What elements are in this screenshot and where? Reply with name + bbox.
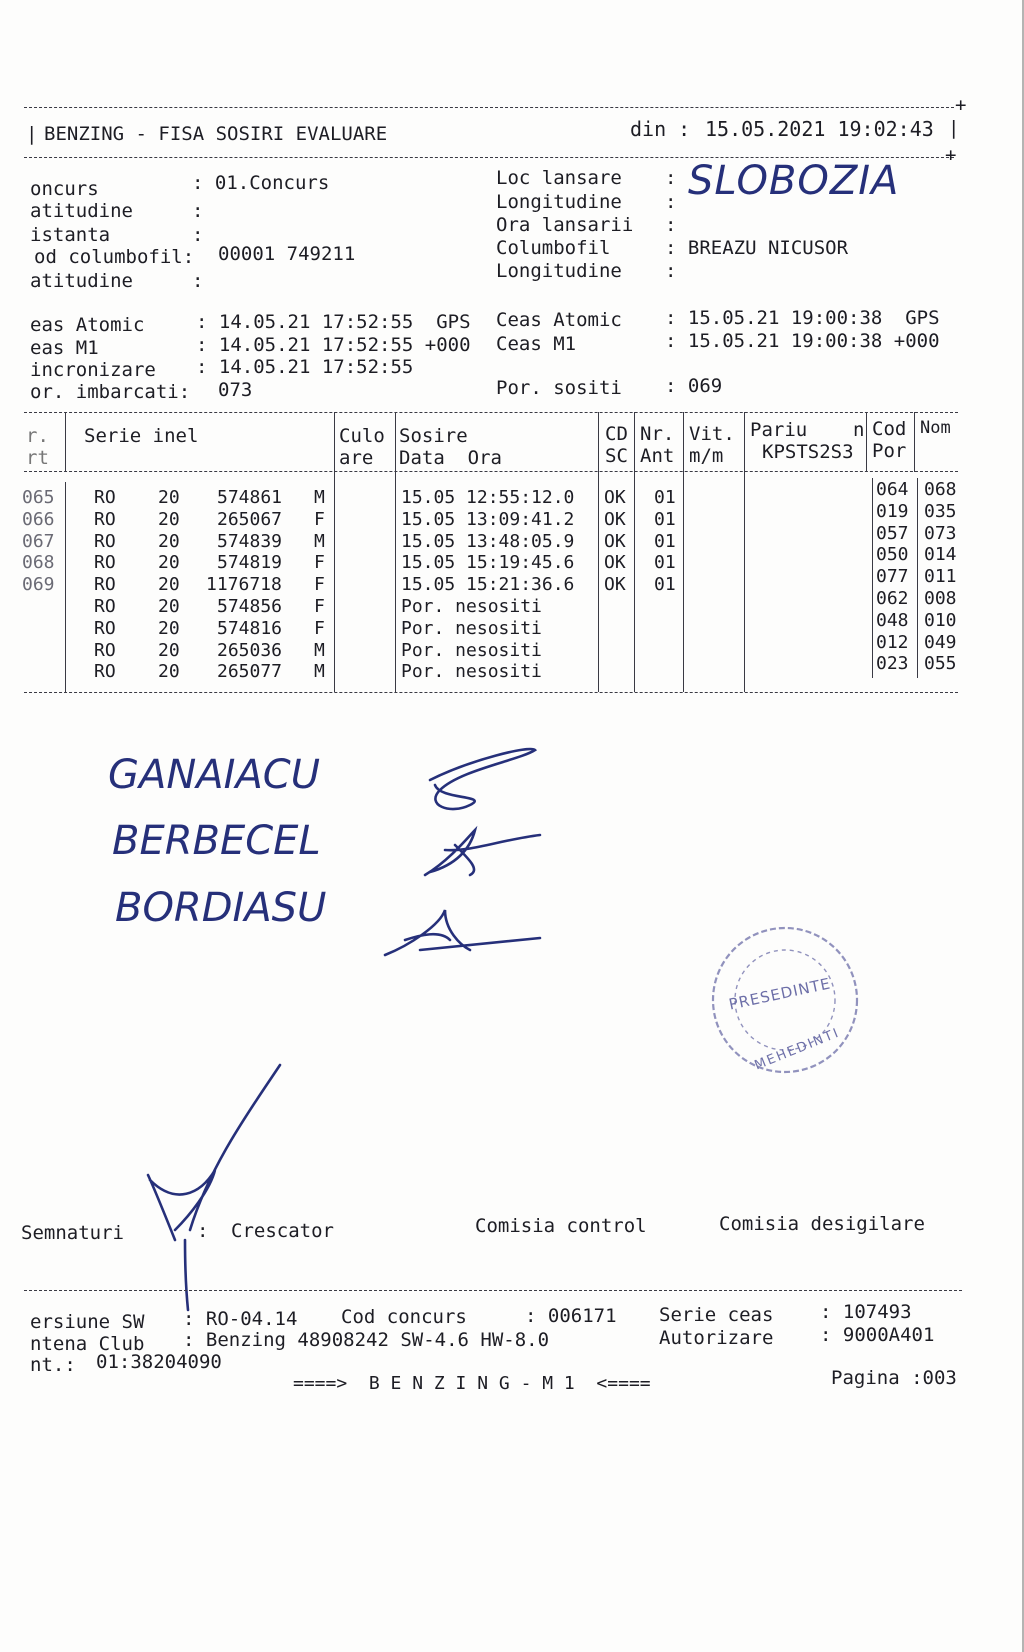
cell-ant: 01 — [654, 574, 676, 596]
cell-inel: 265067 — [217, 508, 283, 530]
handwritten-name: GANAIACU — [108, 752, 321, 798]
cell-inel: 574816 — [217, 617, 283, 639]
handwritten-loc-lansare: SLOBOZIA — [688, 158, 900, 204]
cell-sex: F — [314, 508, 325, 530]
cell-nom: 068 — [924, 479, 957, 500]
antena-label: ntena Club — [30, 1333, 145, 1355]
cell-cod: 019 — [876, 500, 909, 522]
cell-cod: 012 — [876, 631, 909, 653]
cell-tara: RO — [94, 617, 116, 639]
cell-an: 20 — [158, 661, 180, 683]
cell-sosire: 15.05 15:19:45.6 — [401, 552, 575, 574]
cell-nom: 073 — [924, 522, 957, 544]
cell-sex: M — [314, 661, 325, 683]
info-label: Loc lansare — [496, 167, 622, 189]
cell-tara: RO — [94, 661, 116, 683]
header-bar: | — [26, 123, 38, 145]
clock-label: or. imbarcati: — [30, 381, 191, 403]
info-value: : — [665, 260, 677, 282]
info-label: istanta — [30, 224, 111, 246]
comisia-control-label: Comisia control — [475, 1215, 647, 1237]
cell-nr: 068 — [22, 552, 55, 574]
cell-an: 20 — [158, 487, 180, 508]
cell-tara: RO — [94, 487, 116, 508]
col-header-sosire: Sosire — [399, 425, 468, 447]
info-label: Ora lansarii — [496, 214, 634, 236]
cell-an: 20 — [158, 552, 180, 574]
cell-tara: RO — [94, 530, 116, 552]
cell-tara: RO — [94, 574, 116, 596]
versiune-label: ersiune SW — [30, 1311, 145, 1333]
cod-concurs-label: Cod concurs — [341, 1306, 467, 1328]
cell-sosire: Por. nesositi — [401, 661, 542, 683]
cell-nom: 014 — [924, 544, 957, 566]
cell-an: 20 — [158, 596, 180, 617]
cell-an: 20 — [158, 639, 180, 661]
stamp-text-center: PRESEDINTE — [727, 974, 833, 1014]
col-header-pariu: KPSTS2S3 — [762, 441, 854, 463]
info-value: : — [665, 167, 677, 189]
clock-label: Ceas Atomic — [496, 309, 622, 331]
cell-nom: 008 — [924, 588, 957, 609]
versiune-value: : RO-04.14 — [183, 1308, 298, 1330]
cell-cd: OK — [604, 508, 626, 530]
cell-tara: RO — [94, 508, 116, 530]
cell-tara: RO — [94, 552, 116, 574]
cell-nom: 049 — [924, 631, 957, 653]
cell-an: 20 — [158, 617, 180, 639]
cell-sex: F — [314, 596, 325, 617]
handwritten-name: BORDIASU — [115, 885, 327, 931]
cell-cod: 048 — [876, 609, 909, 631]
cell-sex: M — [314, 487, 325, 508]
col-header-viteza: m/m — [689, 445, 724, 467]
cell-sex: F — [314, 574, 325, 596]
cell-inel: 265077 — [217, 661, 283, 683]
col-header-cod: Cod — [872, 418, 907, 440]
cell-cod: 057 — [876, 522, 909, 544]
cell-ant: 01 — [654, 530, 676, 552]
cell-cod: 023 — [876, 653, 909, 675]
autorizare-value: : 9000A401 — [820, 1324, 935, 1346]
col-header-cd: CD — [605, 423, 628, 445]
info-value: : — [665, 191, 677, 213]
col-header-cd: SC — [605, 445, 628, 467]
clock-value: : 069 — [665, 375, 723, 397]
ant-value: 01:38204090 — [96, 1351, 222, 1373]
handwritten-name: BERBECEL — [112, 818, 321, 864]
cell-an: 20 — [158, 574, 180, 596]
cell-inel: 1176718 — [206, 574, 282, 596]
clock-label: eas M1 — [30, 337, 99, 359]
col-header-nr-ant: Ant — [640, 445, 675, 467]
semnaturi-sep: : — [197, 1220, 209, 1242]
serie-ceas-label: Serie ceas — [659, 1304, 774, 1326]
cell-sosire: Por. nesositi — [401, 617, 542, 639]
cell-nr: 066 — [22, 508, 55, 530]
page-number: Pagina :003 — [831, 1367, 957, 1389]
cell-sex: M — [314, 639, 325, 661]
cell-cd: OK — [604, 574, 626, 596]
cell-nr: 067 — [22, 530, 55, 552]
info-value: : — [665, 214, 677, 236]
antena-value: : Benzing 48908242 SW-4.6 HW-8.0 — [183, 1329, 550, 1351]
header-bar-right: | — [948, 117, 960, 139]
cell-nom: 010 — [924, 609, 957, 631]
info-value: : — [192, 270, 204, 292]
cell-an: 20 — [158, 530, 180, 552]
semnaturi-label: Semnaturi — [21, 1222, 124, 1244]
col-header-cod: Por — [872, 440, 907, 462]
col-header-sosire: Data Ora — [399, 447, 502, 469]
report-title: BENZING - FISA SOSIRI EVALUARE — [44, 123, 388, 145]
cod-concurs-value: : 006171 — [525, 1305, 617, 1327]
date-value: 15.05.2021 19:02:43 — [705, 117, 934, 141]
cell-inel: 574861 — [217, 487, 283, 508]
cell-tara: RO — [94, 596, 116, 617]
cell-inel: 574839 — [217, 530, 283, 552]
col-header-nom: Nom — [920, 418, 951, 438]
cell-an: 20 — [158, 508, 180, 530]
info-label: Columbofil — [496, 237, 611, 259]
cell-tara: RO — [94, 639, 116, 661]
serie-ceas-value: : 107493 — [820, 1301, 912, 1323]
info-label: oncurs — [30, 178, 99, 200]
clock-value: : 14.05.21 17:52:55 GPS — [196, 311, 471, 333]
clock-label: Por. sositi — [496, 377, 622, 399]
cell-sex: F — [314, 552, 325, 574]
cell-ant: 01 — [654, 487, 676, 508]
cell-sosire: 15.05 13:09:41.2 — [401, 508, 575, 530]
info-value: : BREAZU NICUSOR — [665, 237, 849, 259]
cell-sex: M — [314, 530, 325, 552]
cell-cod: 064 — [876, 479, 909, 500]
cell-sex: F — [314, 617, 325, 639]
cell-nr: 065 — [22, 487, 55, 508]
clock-value: : 14.05.21 17:52:55 +000 — [196, 334, 471, 356]
col-header-pariu: Pariu n — [750, 419, 865, 441]
col-header-nr-ant: Nr. — [640, 423, 675, 445]
cell-sosire: 15.05 13:48:05.9 — [401, 530, 575, 552]
info-value: 00001 749211 — [218, 243, 356, 265]
corner-mark: + — [945, 144, 957, 166]
info-label: od columbofil: — [34, 246, 195, 268]
cell-cod: 062 — [876, 588, 909, 609]
cell-inel: 574819 — [217, 552, 283, 574]
info-value: : 01.Concurs — [192, 172, 330, 194]
col-header-culoare: are — [339, 447, 374, 469]
clock-label: Ceas M1 — [496, 333, 577, 355]
clock-value: : 15.05.21 19:00:38 GPS — [665, 307, 940, 329]
cell-nom: 035 — [924, 500, 957, 522]
info-value: : — [192, 224, 204, 246]
col-header-nr: rt — [26, 447, 49, 469]
cell-cd: OK — [604, 552, 626, 574]
footer-rule — [24, 1290, 962, 1291]
info-label: Longitudine — [496, 191, 622, 213]
cell-ant: 01 — [654, 552, 676, 574]
col-header-nr: r. — [26, 425, 49, 447]
clock-value: : 15.05.21 19:00:38 +000 — [665, 330, 940, 352]
clock-value: : 14.05.21 17:52:55 — [196, 356, 414, 378]
clock-value: 073 — [218, 379, 253, 401]
info-label: atitudine — [30, 200, 133, 222]
corner-mark: + — [955, 94, 967, 116]
cell-cod: 077 — [876, 566, 909, 588]
cell-nom: 055 — [924, 653, 957, 675]
col-header-serie: Serie inel — [84, 425, 199, 447]
col-header-viteza: Vit. — [689, 423, 735, 445]
ant-label: nt.: — [30, 1354, 76, 1376]
cell-cd: OK — [604, 487, 626, 508]
cell-sosire: Por. nesositi — [401, 639, 542, 661]
clock-label: eas Atomic — [30, 314, 145, 336]
cell-nr: 069 — [22, 574, 55, 596]
cell-nom: 011 — [924, 566, 957, 588]
date-label: din : — [630, 117, 691, 141]
cell-inel: 265036 — [217, 639, 283, 661]
cell-sosire: 15.05 12:55:12.0 — [401, 487, 575, 508]
clock-label: incronizare — [30, 359, 156, 381]
col-header-culoare: Culo — [339, 425, 385, 447]
cell-cod: 050 — [876, 544, 909, 566]
cell-inel: 574856 — [217, 596, 283, 617]
cell-sosire: Por. nesositi — [401, 596, 542, 617]
info-value: : — [192, 200, 204, 222]
info-label: atitudine — [30, 270, 133, 292]
benzing-banner: ====> B E N Z I N G - M 1 <==== — [293, 1373, 651, 1394]
cell-cd: OK — [604, 530, 626, 552]
info-label: Longitudine — [496, 260, 622, 282]
cell-ant: 01 — [654, 508, 676, 530]
crescator-label: Crescator — [231, 1220, 334, 1242]
comisia-desigilare-label: Comisia desigilare — [719, 1213, 925, 1235]
stamp-text-bottom: MEHEDINTI — [752, 1025, 843, 1074]
autorizare-label: Autorizare — [659, 1327, 774, 1349]
cell-sosire: 15.05 15:21:36.6 — [401, 574, 575, 596]
